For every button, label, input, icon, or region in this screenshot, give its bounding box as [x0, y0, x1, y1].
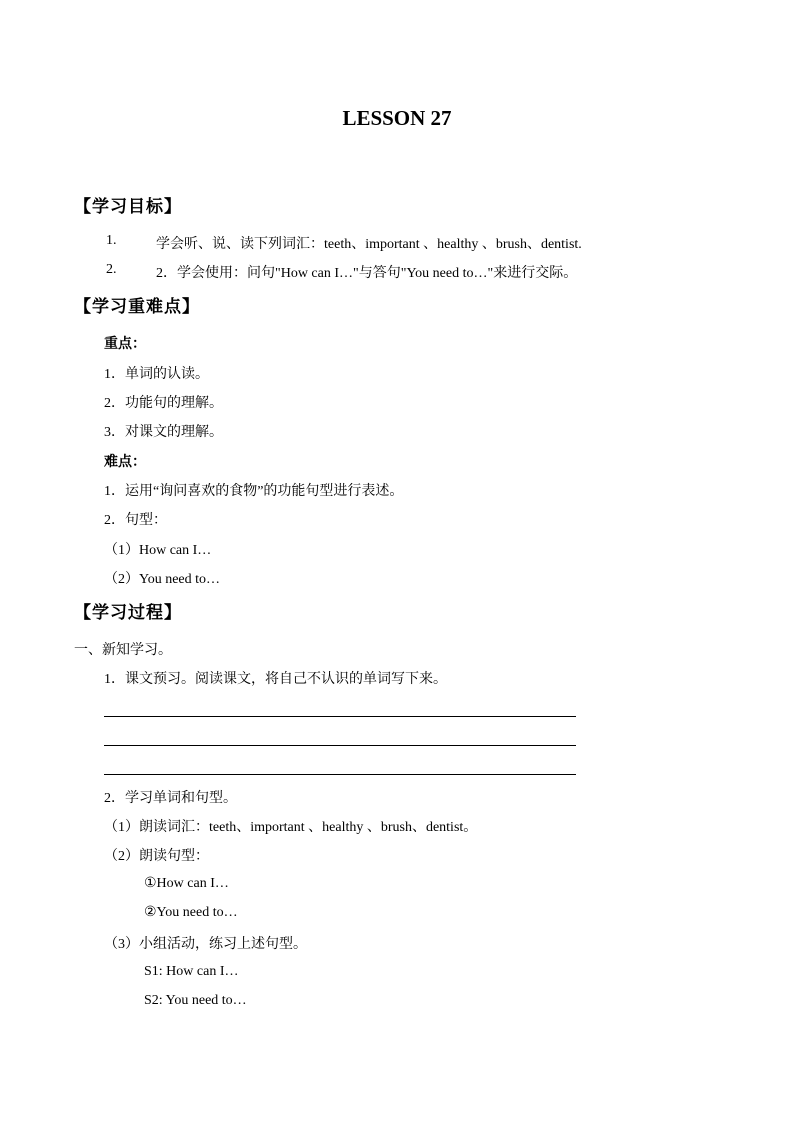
pattern-1: ①How can I… [144, 876, 229, 891]
dialog-line-2: S2: You need to… [144, 993, 247, 1008]
step-read-words: （1）朗读词汇：teeth、important 、healthy 、brush、dentist。 [104, 820, 478, 835]
objectives-heading: 【学习目标】 [74, 197, 182, 216]
step-group-activity: （3）小组活动，练习上述句型。 [104, 937, 307, 952]
step-read-patterns: （2）朗读句型： [104, 849, 209, 864]
step-preview: 1．课文预习。阅读课文，将自己不认识的单词写下来。 [104, 672, 447, 687]
section-new-knowledge: 一、新知学习。 [74, 643, 172, 658]
page-title: LESSON 27 [342, 106, 452, 130]
difficulty-item-1: 1．运用“询问喜欢的食物”的功能句型进行表述。 [104, 484, 404, 499]
objective-number-1: 1. [106, 233, 117, 248]
dialog-line-1: S1: How can I… [144, 964, 239, 979]
difficulty-label: 难点： [104, 455, 146, 470]
focus-item-3: 3．对课文的理解。 [104, 425, 223, 440]
difficulty-item-4: （2）You need to… [104, 572, 221, 587]
key-points-heading: 【学习重难点】 [74, 297, 200, 316]
difficulty-item-3: （1）How can I… [104, 543, 212, 558]
step-words-patterns: 2．学习单词和句型。 [104, 791, 237, 806]
process-heading: 【学习过程】 [74, 603, 182, 622]
objective-text-1: 学会听、说、读下列词汇：teeth、important 、healthy 、brush、dentist. [156, 237, 582, 252]
objective-number-2: 2. [106, 262, 117, 277]
answer-line-2 [104, 745, 576, 746]
answer-line-3 [104, 774, 576, 775]
answer-line-1 [104, 716, 576, 717]
pattern-2: ②You need to… [144, 905, 238, 920]
difficulty-item-2: 2．句型： [104, 513, 167, 528]
focus-item-2: 2．功能句的理解。 [104, 396, 223, 411]
focus-label: 重点： [104, 337, 146, 352]
objective-text-2: 2．学会使用：问句"How can I…"与答句"You need to…"来进行交际。 [156, 266, 578, 281]
focus-item-1: 1．单词的认读。 [104, 367, 209, 382]
